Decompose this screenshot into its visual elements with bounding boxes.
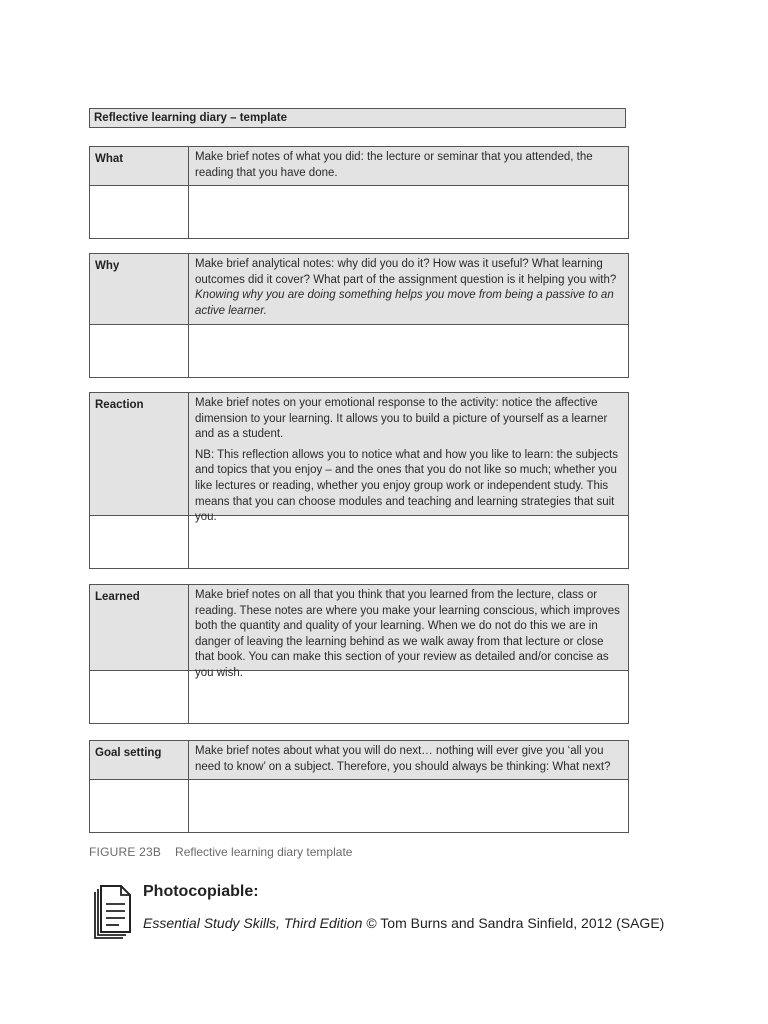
section-instructions bbox=[189, 741, 628, 779]
instruction-paragraph: Make brief notes of what you did: the lecture or seminar that you attended, the reading that you have done. bbox=[195, 151, 593, 179]
notes-entry-area[interactable] bbox=[189, 325, 628, 377]
copyright-notice bbox=[143, 915, 664, 931]
section-label: Goal setting bbox=[90, 741, 189, 779]
section-reaction bbox=[89, 392, 629, 569]
section-why bbox=[89, 253, 629, 378]
figure-caption bbox=[89, 845, 352, 859]
instruction-paragraph: Make brief notes on all that you think that you learned from the lecture, class or reading. These notes are where you make your learning conscious, which improves both the quantity and quality of your learning. When we do not do this we are in danger of leaving the learning behind as we walk away from that lecture or close that book. You can make this section of your review as detailed and/or concise as you wish. bbox=[195, 589, 620, 679]
notes-label-cell bbox=[90, 186, 189, 238]
instruction-text: Make brief analytical notes: why did you do it? How was it useful? What learning outcomes did it cover? What part of the assignment question is it helping you with? bbox=[195, 258, 617, 286]
section-learned bbox=[89, 584, 629, 724]
section-label: Why bbox=[90, 254, 189, 324]
section-label: What bbox=[90, 147, 189, 185]
book-title: Essential Study Skills, Third Edition bbox=[143, 915, 363, 931]
section-label: Learned bbox=[90, 585, 189, 670]
instruction-note-paragraph: NB: This reflection allows you to notice what and how you like to learn: the subjects and topics that you enjoy – and the ones that you do not like so much; whether you like lectures or reading, whether you enjoy group work or independent study. This means that you can choose modules and teaching and learning strategies that suit you. bbox=[195, 448, 618, 524]
notes-label-cell bbox=[90, 671, 189, 723]
instruction-paragraph: Make brief notes about what you will do next… nothing will ever give you ‘all you need to know’ on a subject. Therefore, you should always be thinking: What next? bbox=[195, 745, 611, 773]
figure-number: FIGURE 23B bbox=[89, 845, 162, 859]
figure-caption-text: Reflective learning diary template bbox=[175, 845, 353, 859]
notes-entry-area[interactable] bbox=[189, 671, 628, 723]
copyright-text: © Tom Burns and Sandra Sinfield, 2012 (SAGE) bbox=[362, 915, 665, 931]
section-instructions bbox=[189, 147, 628, 185]
notes-entry-area[interactable] bbox=[189, 186, 628, 238]
photocopiable-label: Photocopiable: bbox=[143, 883, 259, 900]
instruction-paragraph: Make brief notes on your emotional response to the activity: notice the affective dimension to your learning. It allows you to build a picture of yourself as a learner and as a student. bbox=[195, 397, 608, 441]
section-instructions bbox=[189, 254, 628, 324]
notes-label-cell bbox=[90, 325, 189, 377]
section-instructions bbox=[189, 585, 628, 679]
document-stack-icon bbox=[93, 884, 133, 940]
section-goal-setting bbox=[89, 740, 629, 833]
section-label: Reaction bbox=[90, 393, 189, 515]
instruction-italic-text: Knowing why you are doing something helps you move from being a passive to an active learner. bbox=[195, 289, 614, 317]
section-instructions bbox=[189, 393, 628, 524]
notes-label-cell bbox=[90, 780, 189, 832]
instruction-paragraph bbox=[195, 257, 622, 319]
notes-entry-area[interactable] bbox=[189, 516, 628, 568]
notes-label-cell bbox=[90, 516, 189, 568]
diary-template-title: Reflective learning diary – template bbox=[89, 108, 626, 128]
section-what bbox=[89, 146, 629, 239]
notes-entry-area[interactable] bbox=[189, 780, 628, 832]
